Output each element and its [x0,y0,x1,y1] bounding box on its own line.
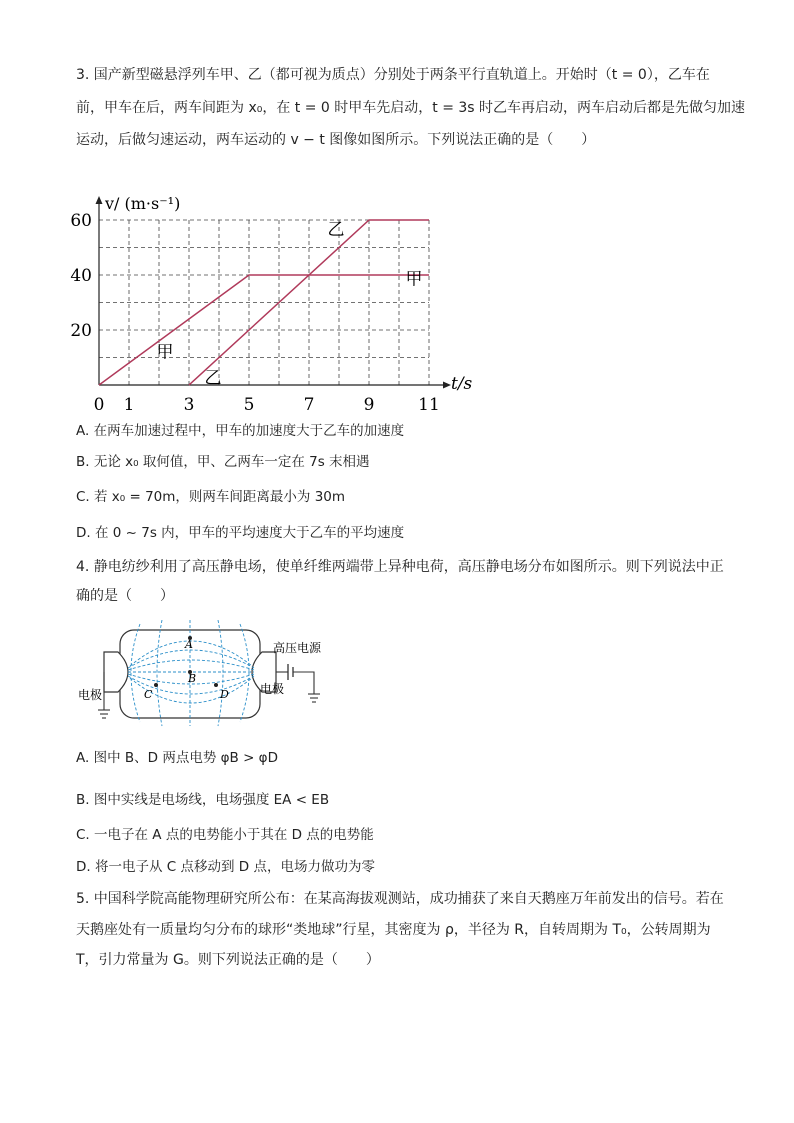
q3-stem-line-1: 3. 国产新型磁悬浮列车甲、乙（都可视为质点）分别处于两条平行直轨道上。开始时（t = 0），乙车在 [76,67,710,83]
point-c-label: C [144,688,153,701]
chart-axes [96,196,452,389]
y-axis-arrow [96,196,103,204]
point-d-label: D [220,688,229,701]
series-annotation: 甲 [405,269,423,290]
electrostatic-field-diagram [72,620,342,730]
q3-stem-line-3: 运动，后做匀速运动，两车运动的 v − t 图像如图所示。下列说法正确的是（ ） [76,132,596,148]
q4-stem-line-1: 4. 静电纺纱利用了高压静电场，使单纤维两端带上异种电荷，高压静电场分布如图所示。则下列说法中正 [76,559,724,575]
q4-option-a: A. 图中 B、D 两点电势 φB > φD [76,750,278,766]
point-d-dot [214,683,218,687]
x-tick-label: 0 [93,395,105,415]
chart-grid [99,220,429,385]
q3-stem-line-2: 前，甲车在后，两车间距为 x₀，在 t = 0 时甲车先启动，t = 3s 时乙车再启动，两车启动后都是先做匀加速 [76,100,746,116]
vt-chart [62,180,482,416]
x-tick-label: 3 [183,395,195,415]
series-annotation: 甲 [156,342,174,363]
x-axis-arrow [443,382,451,389]
q5-stem-line-1: 5. 中国科学院高能物理研究所公布：在某高海拔观测站，成功捕获了来自天鹅座万年前发出的信号。若在 [76,891,724,907]
x-tick-label: 9 [363,395,375,415]
x-axis-label: t/s [451,374,473,394]
q3-option-b: B. 无论 x₀ 取何值，甲、乙两车一定在 7s 末相遇 [76,454,370,470]
q3-option-d: D. 在 0 ~ 7s 内，甲车的平均速度大于乙车的平均速度 [76,525,405,541]
y-tick-label: 20 [70,321,92,341]
left-electrode [104,652,128,692]
series-annotation: 乙 [327,220,345,241]
x-tick-label: 5 [243,395,255,415]
q4-option-c: C. 一电子在 A 点的电势能小于其在 D 点的电势能 [76,827,374,843]
x-tick-label: 11 [418,395,440,415]
q4-option-d: D. 将一电子从 C 点移动到 D 点，电场力做功为零 [76,859,375,875]
q5-stem-line-2: 天鹅座处有一质量均匀分布的球形“类地球”行星，其密度为 ρ，半径为 R，自转周期为 T₀，公转周期为 [76,922,711,938]
y-tick-label: 40 [70,266,92,286]
point-a-label: A [185,638,193,651]
point-c-dot [154,683,158,687]
x-tick-label: 1 [123,395,135,415]
point-b-label: B [188,672,197,685]
y-tick-label: 60 [70,211,92,231]
q5-stem-line-3: T，引力常量为 G。则下列说法正确的是（ ） [76,952,380,968]
power-supply-label: 高压电源 [273,641,322,655]
q4-option-b: B. 图中实线是电场线，电场强度 EA < EB [76,792,330,808]
right-electrode-label: 电极 [260,682,285,696]
q3-option-a: A. 在两车加速过程中，甲车的加速度大于乙车的加速度 [76,423,405,439]
chart-labels [70,194,472,415]
series-annotation: 乙 [204,368,222,389]
q3-option-c: C. 若 x₀ = 70m，则两车间距离最小为 30m [76,489,346,505]
left-electrode-label: 电极 [78,688,103,702]
y-axis-label: v/ (m·s⁻¹) [105,194,181,213]
x-tick-label: 7 [303,395,315,415]
q4-stem-line-2: 确的是（ ） [76,588,174,604]
